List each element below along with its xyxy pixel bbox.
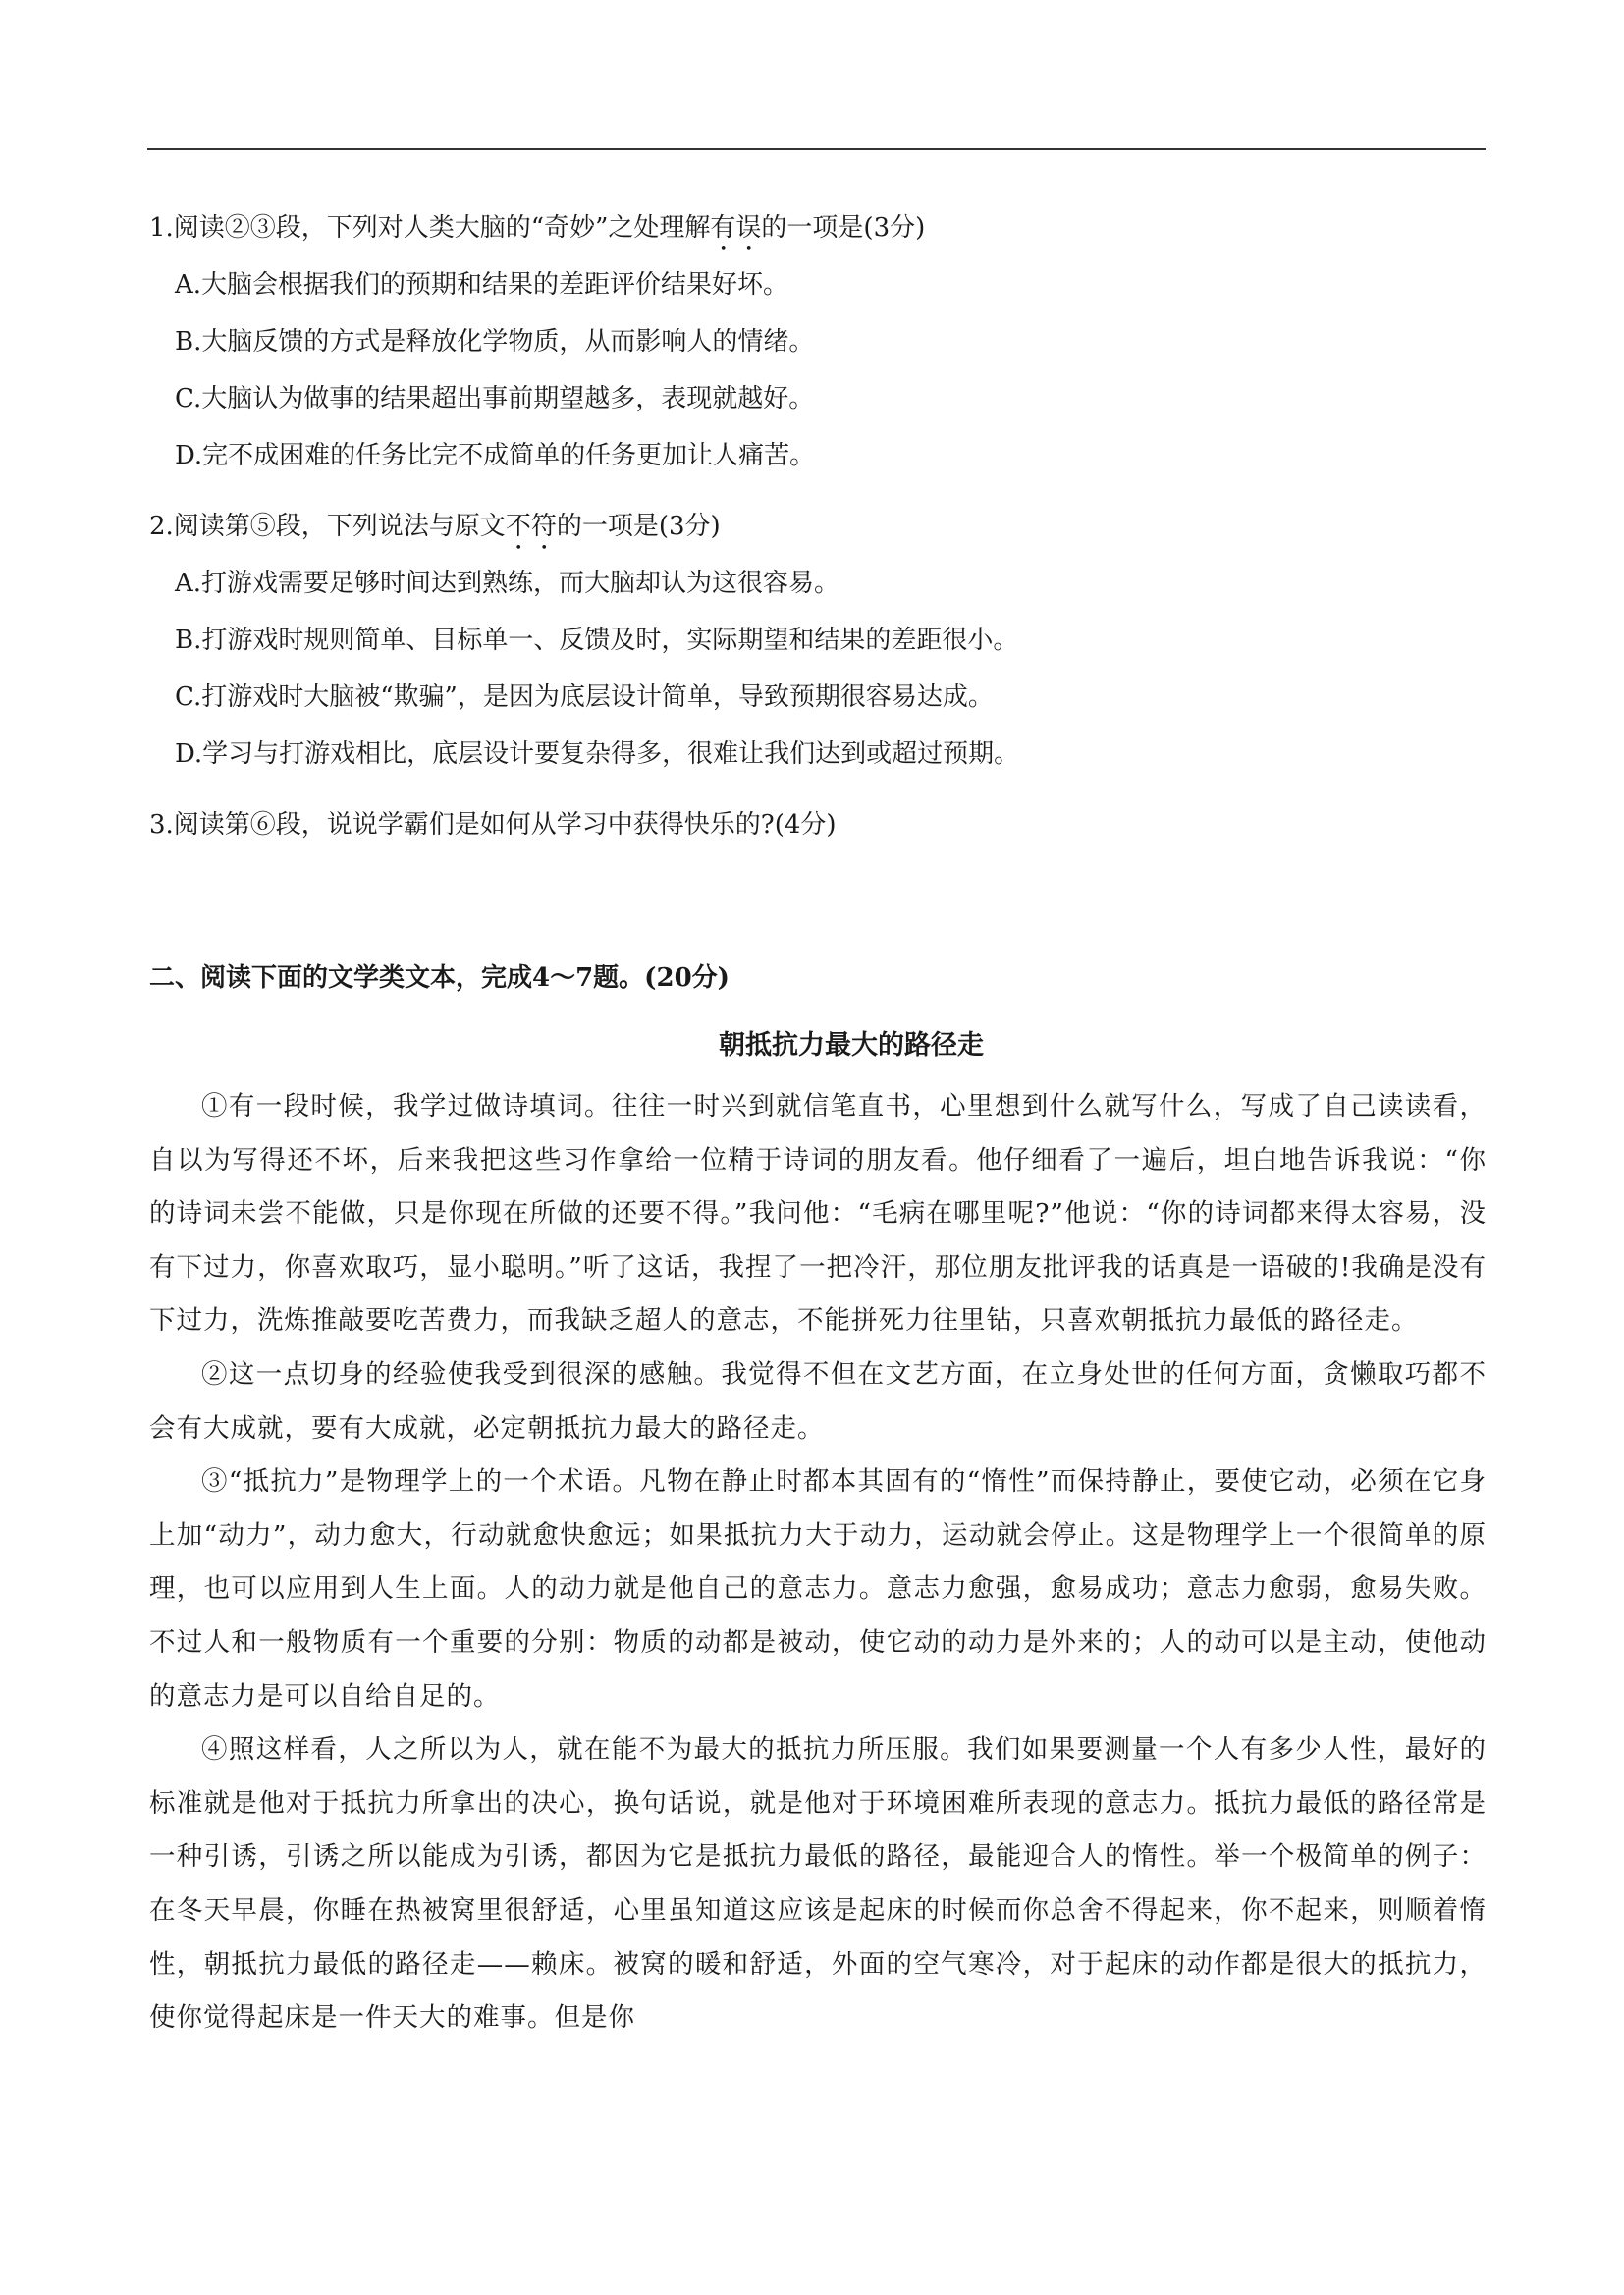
question-stem: 2.阅读第⑤段，下列说法与原文不符的一项是(3分) xyxy=(149,512,721,541)
paragraph-4: ④照这样看，人之所以为人，就在能不为最大的抵抗力所压服。我们如果要测量一个人有多少人性，最好的标准就是他对于抵抗力所拿出的决心，换句话说，就是他对于环境困难所表现的意志力。抵抗力最低的路径常是一种引诱，引诱之所以能成为引诱，都因为它是抵抗力最低的路径，最能迎合人的惰性。举一个极简单的例子：在冬天早晨，你睡在热被窝里很舒适，心里虽知道这应该是起床的时候而你总舍不得起来，你不起来，则顺着惰性，朝抵抗力最低的路径走——赖床。被窝的暖和舒适，外面的空气寒冷，对于起床的动作都是很大的抵抗力，使你觉得起床是一件天大的难事。但是你 xyxy=(149,1734,1487,2034)
question-list xyxy=(149,208,1485,845)
option-d: D.完不成困难的任务比完不成简单的任务更加让人痛苦。 xyxy=(175,441,816,470)
question-stem: 3.阅读第⑥段，说说学霸们是如何从学习中获得快乐的?(4分) xyxy=(149,810,837,840)
option-a: A.大脑会根据我们的预期和结果的差距评价结果好坏。 xyxy=(175,270,789,300)
paragraph-3: ③“抵抗力”是物理学上的一个术语。凡物在静止时都本其固有的“惰性”而保持静止，要使它动，必须在它身上加“动力”，动力愈大，行动就愈快愈远；如果抵抗力大于动力，运动就会停止。这是物理学上一个很简单的原理，也可以应用到人生上面。人的动力就是他自己的意志力。意志力愈强，愈易成功；意志力愈弱，愈易失败。不过人和一般物质有一个重要的分别：物质的动都是被动，使它动的动力是外来的；人的动可以是主动，使他动的意志力是可以自给自足的。 xyxy=(149,1466,1487,1712)
question-2 xyxy=(149,507,1485,774)
option-c: C.大脑认为做事的结果超出事前期望越多，表现就越好。 xyxy=(175,384,815,413)
header-rule xyxy=(147,148,1486,150)
option-a: A.打游戏需要足够时间达到熟练，而大脑却认为这很容易。 xyxy=(175,569,840,598)
question-stem: 1.阅读②③段，下列对人类大脑的“奇妙”之处理解有误的一项是(3分) xyxy=(149,213,926,243)
emphasis-text: 不符 xyxy=(505,512,557,541)
paragraph-1: ①有一段时候，我学过做诗填词。往往一时兴到就信笔直书，心里想到什么就写什么，写成了自己读读看，自以为写得还不坏，后来我把这些习作拿给一位精于诗词的朋友看。他仔细看了一遍后，坦白地告诉我说：“你的诗词未尝不能做，只是你现在所做的还要不得。”我问他：“毛病在哪里呢?”他说：“你的诗词都来得太容易，没有下过力，你喜欢取巧，显小聪明。”听了这话，我捏了一把冷汗，那位朋友批评我的话真是一语破的!我确是没有下过力，洗炼推敲要吃苦费力，而我缺乏超人的意志，不能拼死力往里钻，只喜欢朝抵抗力最低的路径走。 xyxy=(149,1091,1487,1337)
emphasis-text: 有误 xyxy=(710,213,762,243)
question-3 xyxy=(149,805,1485,845)
option-b: B.打游戏时规则简单、目标单一、反馈及时，实际期望和结果的差距很小。 xyxy=(175,626,1019,655)
article-body xyxy=(149,1080,1487,2046)
article-title: 朝抵抗力最大的路径走 xyxy=(719,1030,984,1061)
option-c: C.打游戏时大脑被“欺骗”，是因为底层设计简单，导致预期很容易达成。 xyxy=(175,683,994,712)
option-b: B.大脑反馈的方式是释放化学物质，从而影响人的情绪。 xyxy=(175,327,815,356)
question-1 xyxy=(149,208,1485,475)
paragraph-2: ②这一点切身的经验使我受到很深的感触。我觉得不但在文艺方面，在立身处世的任何方面，贪懒取巧都不会有大成就，要有大成就，必定朝抵抗力最大的路径走。 xyxy=(149,1358,1487,1444)
section-heading: 二、阅读下面的文学类文本，完成4～7题。(20分) xyxy=(149,963,730,993)
option-d: D.学习与打游戏相比，底层设计要复杂得多，很难让我们达到或超过预期。 xyxy=(175,739,1020,769)
